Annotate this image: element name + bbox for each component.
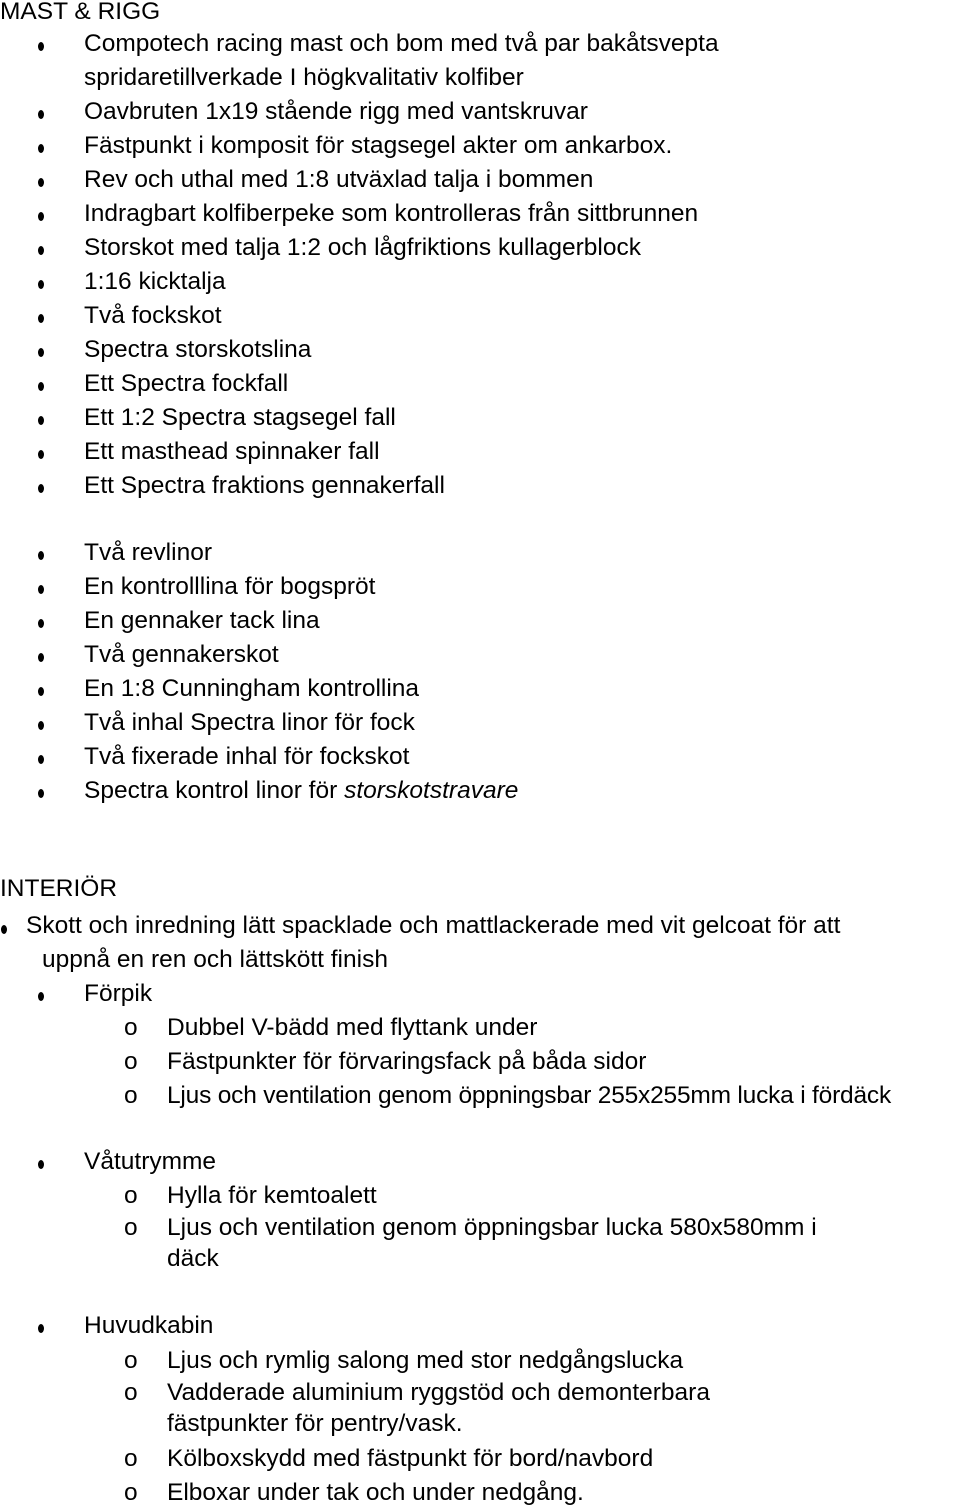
sub-list-item: Ljus och ventilation genom öppningsbar lucka 580x580mm i bbox=[167, 1214, 817, 1241]
bullet-icon bbox=[38, 280, 44, 289]
sub-bullet-marker: o bbox=[124, 1214, 138, 1241]
bullet-icon bbox=[38, 551, 44, 560]
list-item: Compotech racing mast och bom med två par bakåtsvepta bbox=[84, 30, 719, 57]
list-item: Ett 1:2 Spectra stagsegel fall bbox=[84, 404, 396, 431]
bullet-icon bbox=[38, 755, 44, 764]
sub-bullet-marker: o bbox=[124, 1479, 138, 1506]
list-item-text: Spectra kontrol linor för bbox=[84, 777, 345, 804]
bullet-icon bbox=[38, 721, 44, 730]
sub-bullet-marker: o bbox=[124, 1347, 138, 1374]
sub-list-item-continuation: däck bbox=[167, 1245, 219, 1272]
sub-bullet-marker: o bbox=[124, 1445, 138, 1472]
list-item: Storskot med talja 1:2 och lågfriktions kullagerblock bbox=[84, 234, 641, 261]
list-item-italic-text: storskotstravare bbox=[344, 777, 519, 804]
list-item-continuation: uppnå en ren och lättskött finish bbox=[42, 946, 388, 973]
subsection-title-vatutrymme: Våtutrymme bbox=[84, 1148, 217, 1175]
list-item: Skott och inredning lätt spacklade och mattlackerade med vit gelcoat för att bbox=[26, 912, 841, 939]
subsection-title-huvudkabin: Huvudkabin bbox=[84, 1312, 214, 1339]
list-item: Två gennakerskot bbox=[84, 641, 279, 668]
sub-list-item: Elboxar under tak och under nedgång. bbox=[167, 1479, 584, 1506]
bullet-icon bbox=[38, 42, 44, 51]
bullet-icon bbox=[1, 925, 7, 934]
list-item: En kontrolllina för bogspröt bbox=[84, 573, 376, 600]
bullet-icon bbox=[38, 687, 44, 696]
list-item: Två fixerade inhal för fockskot bbox=[84, 743, 410, 770]
list-item: Spectra storskotslina bbox=[84, 336, 312, 363]
sub-list-item: Hylla för kemtoalett bbox=[167, 1182, 377, 1209]
bullet-icon bbox=[38, 416, 44, 425]
list-item: Två fockskot bbox=[84, 302, 222, 329]
bullet-icon bbox=[38, 619, 44, 628]
sub-list-item: Fästpunkter för förvaringsfack på båda sidor bbox=[167, 1048, 647, 1075]
sub-list-item: Kölboxskydd med fästpunkt för bord/navbord bbox=[167, 1445, 654, 1472]
list-item: Två revlinor bbox=[84, 539, 212, 566]
sub-bullet-marker: o bbox=[124, 1182, 138, 1209]
subsection-title-forpik: Förpik bbox=[84, 980, 153, 1007]
sub-bullet-marker: o bbox=[124, 1014, 138, 1041]
sub-list-item: Ljus och rymlig salong med stor nedgångslucka bbox=[167, 1347, 684, 1374]
list-item: Fästpunkt i komposit för stagsegel akter om ankarbox. bbox=[84, 132, 673, 159]
bullet-icon bbox=[38, 1160, 44, 1169]
list-item: Ett Spectra fockfall bbox=[84, 370, 289, 397]
bullet-icon bbox=[38, 178, 44, 187]
sub-bullet-marker: o bbox=[124, 1048, 138, 1075]
list-item: Oavbruten 1x19 stående rigg med vantskruvar bbox=[84, 98, 588, 125]
sub-list-item: Vadderade aluminium ryggstöd och demonterbara bbox=[167, 1379, 710, 1406]
list-item: Två inhal Spectra linor för fock bbox=[84, 709, 415, 736]
bullet-icon bbox=[38, 585, 44, 594]
sub-list-item: Ljus och ventilation genom öppningsbar 255x255mm lucka i fördäck bbox=[167, 1082, 891, 1109]
bullet-icon bbox=[38, 246, 44, 255]
bullet-icon bbox=[38, 484, 44, 493]
bullet-icon bbox=[38, 992, 44, 1001]
section-heading-mast: MAST & RIGG bbox=[0, 0, 161, 25]
sub-list-item-continuation: fästpunkter för pentry/vask. bbox=[167, 1410, 463, 1437]
list-item: En gennaker tack lina bbox=[84, 607, 320, 634]
section-heading-interior: INTERIÖR bbox=[0, 875, 118, 902]
list-item bbox=[84, 774, 518, 808]
list-item: Ett Spectra fraktions gennakerfall bbox=[84, 472, 445, 499]
list-item: En 1:8 Cunningham kontrollina bbox=[84, 675, 420, 702]
sub-bullet-marker: o bbox=[124, 1379, 138, 1406]
bullet-icon bbox=[38, 314, 44, 323]
bullet-icon bbox=[38, 144, 44, 153]
list-item-continuation: spridaretillverkade I högkvalitativ kolfiber bbox=[84, 64, 524, 91]
bullet-icon bbox=[38, 450, 44, 459]
list-item: 1:16 kicktalja bbox=[84, 268, 226, 295]
list-item: Rev och uthal med 1:8 utväxlad talja i bommen bbox=[84, 166, 594, 193]
bullet-icon bbox=[38, 789, 44, 798]
bullet-icon bbox=[38, 348, 44, 357]
bullet-icon bbox=[38, 382, 44, 391]
bullet-icon bbox=[38, 653, 44, 662]
sub-list-item: Dubbel V-bädd med flyttank under bbox=[167, 1014, 538, 1041]
list-item: Ett masthead spinnaker fall bbox=[84, 438, 380, 465]
bullet-icon bbox=[38, 212, 44, 221]
list-item: Indragbart kolfiberpeke som kontrolleras från sittbrunnen bbox=[84, 200, 699, 227]
sub-bullet-marker: o bbox=[124, 1082, 138, 1109]
bullet-icon bbox=[38, 1324, 44, 1333]
bullet-icon bbox=[38, 110, 44, 119]
